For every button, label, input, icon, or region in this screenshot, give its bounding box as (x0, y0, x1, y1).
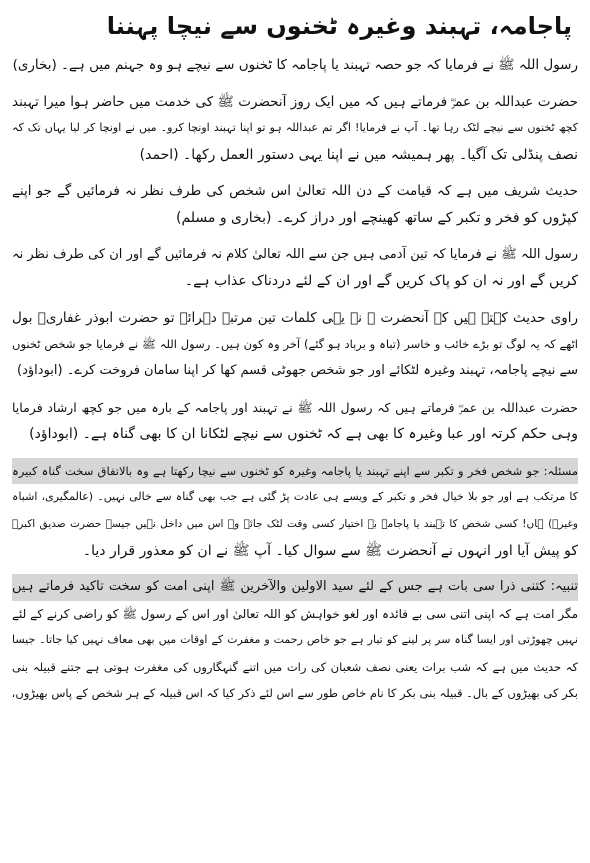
text-line-masala-lead: مسئلہ: جو شخص فخر و تکبر سے اپنے تہبند یا پاجامہ وغیرہ کو ٹخنوں سے نیچا رکھتا ہے وہ بالاتفاق سخت گناہ کبیرہ (12, 458, 578, 485)
text-line: وہی حکم کرتہ اور عبا وغیرہ کا بھی ہے کہ ٹخنوں سے نیچے لٹکانا ان کا بھی گناہ ہے۔ (ابوداؤد) (29, 426, 578, 443)
text-line: کپڑوں کو فخر و تکبر کے ساتھ کھینچے اور دراز کرے۔ (بخاری و مسلم) (175, 209, 578, 226)
paragraph-tanbih (12, 574, 578, 707)
text-line: حضرت عبداللہ بن عمرؓ فرماتے ہیں کہ رسول اللہ ﷺ نے تہبند اور پاجامہ کے بارہ میں جو کچھ ارشاد فرمایا (12, 399, 578, 415)
paragraph-ibn-umar-kurta (12, 395, 578, 448)
text-line: کا مرتکب ہے اور جو بلا خیال فخر و تکبر کے ویسے ہی عادت پڑ گئی ہے جب بھی گناہ سے خالی نہیں۔ (عالمگیری، اشباہ (12, 490, 578, 504)
text-line-tanbih-lead: تنبیہ: کتنی ذرا سی بات ہے جس کے لئے سید الاولین والآخرین ﷺ اپنی امت کو سخت تاکید فرماتے ہیں (12, 574, 578, 601)
text-line: رسول اللہ ﷺ نے فرمایا کہ جو حصہ تہبند یا پاجامہ کا ٹخنوں سے نیچے ہو وہ جہنم میں ہے۔ (بخاری) (12, 57, 578, 73)
text-line: نہیں چھوڑتی اور ایسا گناہ سر پر لینے کو تیار ہے جو خاص رحمت و مغفرت کے اوقات میں بھی معاف نہیں کیا جاتا۔ جیسا (12, 633, 578, 647)
text-line: سے نیچے پاجامہ، تہبند وغیرہ لٹکائے اور جو شخص جھوٹی قسم کھا کر اپنا سامان فروخت کرے۔ (ابوداؤد) (17, 362, 578, 378)
paragraph-masala (12, 458, 578, 564)
text-line: کچھ ٹخنوں سے نیچے لٹک رہا تھا۔ آپ نے فرمایا! اگر تم عبداللہ ہو تو اپنا تہبند اونچا کرو۔ میں نے اونچا کر لیا یہاں تک کہ (12, 121, 578, 135)
text-line: کریں گے اور نہ ان کو پاک کریں گے اور ان کے لئے دردناک عذاب ہے۔ (184, 273, 578, 290)
text-line: نصف پنڈلی تک آگیا۔ پھر ہمیشہ میں نے اپنا یہی دستور العمل رکھا۔ (احمد) (139, 146, 578, 163)
text-line: اٹھے کہ یہ لوگ تو بڑے خائب و خاسر (تباہ و برباد ہو گئے) آخر وہ کون ہیں۔ رسول اللہ ﷺ نے فرمایا جو شخص ٹخنوں (12, 337, 578, 352)
paragraph-three-men (12, 242, 578, 295)
text-line: کہ حدیث میں ہے کہ شب برات یعنی نصف شعبان کی رات میں اتنے گنہگاروں کی مغفرت ہوتی ہے جتنے قبیلہ بنی (12, 659, 578, 674)
paragraph-hadith-1 (12, 52, 578, 79)
text-line: وغیرہ) ہاں! کسی شخص کا تہبند یا پاجامہ بے اختیار کسی وقت لٹک جائے وہ اس میں داخل نہیں جیسے حضرت صدیق اکبرؓ (12, 517, 578, 530)
paragraph-hadith-sharif (12, 178, 578, 231)
text-line: مگر امت ہے کہ اپنی اتنی سی بے فائدہ اور لغو خواہش کو اللہ تعالیٰ اور اس کے رسول ﷺ کو راضی کرنے کے لئے (12, 606, 578, 621)
text-line: رسول اللہ ﷺ نے فرمایا کہ تین آدمی ہیں جن سے اللہ تعالیٰ کلام نہ فرمائیں گے اور ان کی طرف نظر نہ (12, 246, 578, 262)
page-title: پاجامہ، تہبند وغیرہ ٹخنوں سے نیچا پہننا (106, 12, 572, 40)
text-line: حدیث شریف میں ہے کہ قیامت کے دن اللہ تعالیٰ اس شخص کی طرف نظر نہ فرمائیں گے جو اپنے (12, 183, 578, 200)
text-line: راوی حدیث کہتے ہیں کہ آنحضرت ﷺ نے یہی کلمات تین مرتبہ دہرائے تو حضرت ابوذر غفاریؓ بول (12, 309, 578, 326)
text-line: بکر کی بھیڑوں کے بال۔ قبیلہ بنی بکر کا نام خاص طور سے اس لئے ذکر کیا کہ اس قبیلہ کے ہر شخص کے پاس بھیڑوں، (12, 686, 578, 701)
paragraph-narrator-abu-dharr (12, 305, 578, 385)
text-line: حضرت عبداللہ بن عمرؓ فرماتے ہیں کہ میں ایک روز آنحضرت ﷺ کی خدمت میں حاضر ہوا میرا تہبند (12, 93, 578, 110)
text-line: کو پیش آیا اور انہوں نے آنحضرت ﷺ سے سوال کیا۔ آپ ﷺ نے ان کو معذور قرار دیا۔ (82, 542, 578, 559)
paragraph-ibn-umar-narration (12, 89, 578, 169)
